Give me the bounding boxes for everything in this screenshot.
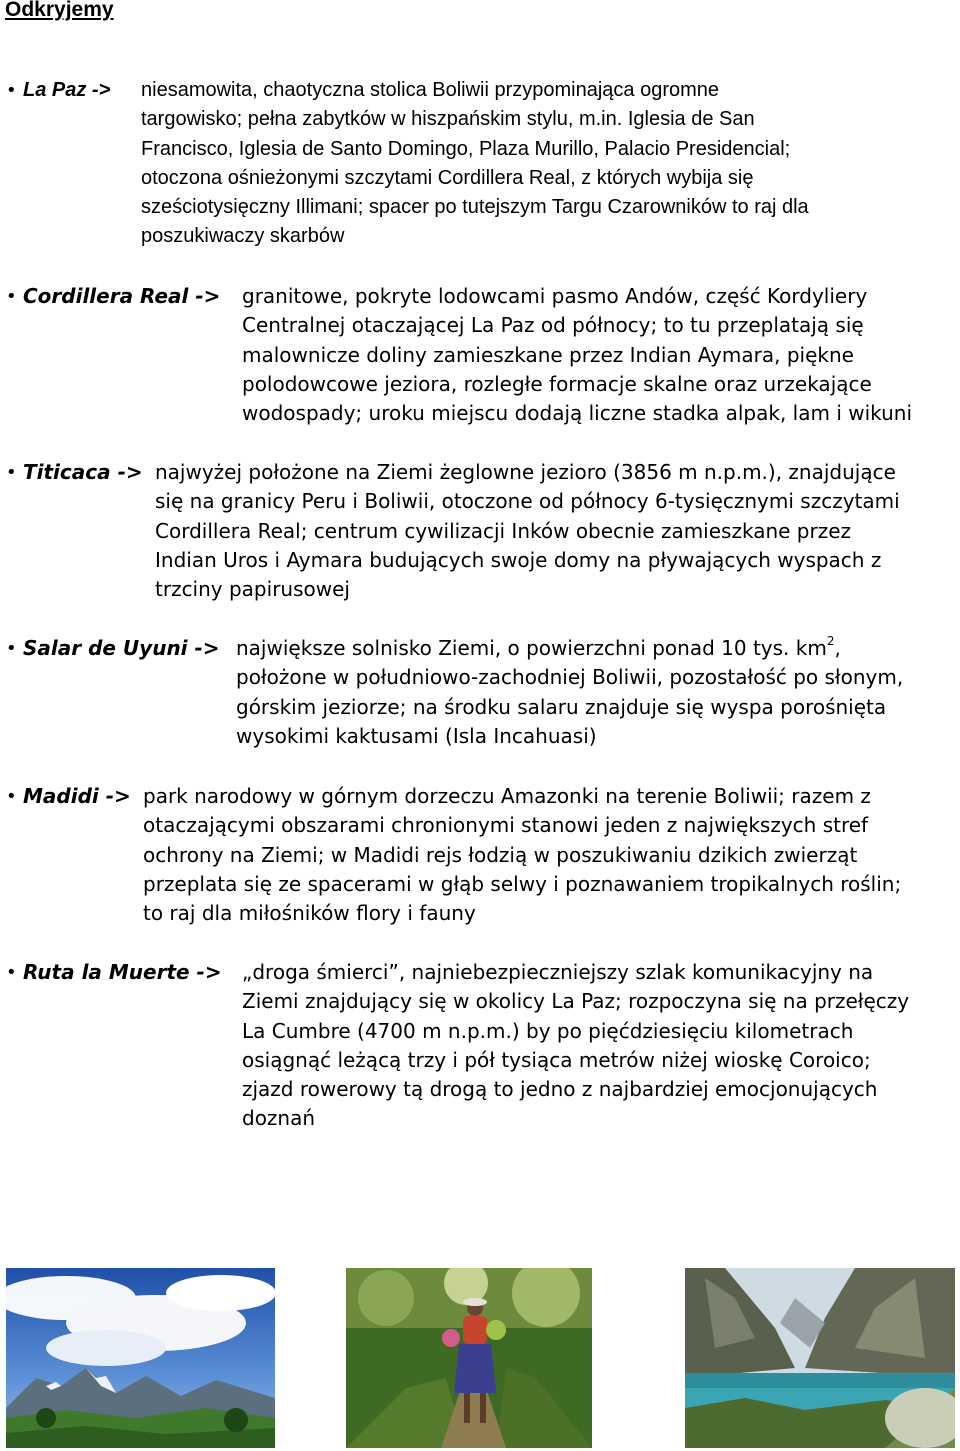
description-line: niesamowita, chaotyczna stolica Boliwii przypominająca ogromne (141, 79, 720, 101)
bullet: • (6, 638, 17, 659)
description-line: położone w południowo-zachodniej Boliwii, pozostałość po słonym, (236, 665, 904, 690)
description-line: Francisco, Iglesia de Santo Domingo, Plaza Murillo, Palacio Presidencial; (141, 137, 791, 160)
page-heading: Odkryjemy (5, 0, 114, 21)
description-line: malownicze doliny zamieszkane przez Indian Aymara, piękne (242, 342, 854, 367)
bullet: • (6, 962, 17, 983)
entry-term: Cordillera Real -> (23, 284, 221, 308)
entry-term: Ruta la Muerte -> (23, 960, 222, 984)
description-line: otaczającymi obszarami chronionymi stanowi jeden z największych stref (143, 813, 869, 838)
description-line: osiągnąć leżącą trzy i pół tysiąca metrów niżej wioskę Coroico; (242, 1047, 871, 1072)
superscript: 2 (826, 634, 835, 649)
description-line: sześciotysięczny Illimani; spacer po tutejszym Targu Czarowników to raj dla (141, 196, 809, 219)
photo-mountain-lake (685, 1268, 955, 1448)
entry-description (143, 782, 901, 928)
bullet: • (6, 286, 17, 307)
description-line: granitowe, pokryte lodowcami pasmo Andów, część Kordyliery (242, 284, 868, 308)
description-line: Ziemi znajdujący się w okolicy La Paz; rozpoczyna się na przełęczy (242, 989, 910, 1014)
description-text: , (834, 636, 841, 660)
entry-term: Titicaca -> (23, 460, 143, 484)
description-line: Cordillera Real; centrum cywilizacji Inków obecnie zamieszkane przez (155, 518, 852, 543)
description-line: Indian Uros i Aymara budujących swoje domy na pływających wyspach z (155, 547, 882, 572)
description-line: La Cumbre (4700 m n.p.m.) by po pięćdziesięciu kilometrach (242, 1018, 854, 1043)
entry-description (242, 282, 912, 428)
description-line: „droga śmierci”, najniebezpieczniejszy szlak komunikacyjny na (242, 960, 874, 984)
description-line: przeplata się ze spacerami w głąb selwy i poznawaniem tropikalnych roślin; (143, 871, 902, 896)
description-line: najwyżej położone na Ziemi żeglowne jezioro (3856 m n.p.m.), znajdujące (155, 460, 896, 484)
photo-mountain-landscape (6, 1268, 275, 1448)
description-line (236, 634, 903, 663)
bullet: • (6, 462, 17, 483)
description-line: to raj dla miłośników flory i fauny (143, 901, 476, 926)
entry-description (141, 76, 809, 252)
description-line: polodowcowe jeziora, rozległe formacje skalne oraz urzekające (242, 371, 872, 396)
entry-description (236, 634, 903, 751)
description-line: otoczona ośnieżonymi szczytami Cordillera Real, z których wybija się (141, 166, 754, 189)
description-text: największe solnisko Ziemi, o powierzchni ponad 10 tys. km (236, 636, 827, 660)
entry-term: Madidi -> (23, 784, 131, 808)
description-line: trzciny papirusowej (155, 577, 350, 602)
photo-woman-on-path (346, 1268, 592, 1448)
bullet: • (6, 80, 17, 101)
description-line: doznań (242, 1106, 316, 1131)
description-line: park narodowy w górnym dorzeczu Amazonki na terenie Boliwii; razem z (143, 784, 871, 808)
description-line: ochrony na Ziemi; w Madidi rejs łodzią w poszukiwaniu dzikich zwierząt (143, 842, 858, 867)
description-line: górskim jeziorze; na środku salaru znajduje się wyspa porośnięta (236, 694, 887, 719)
description-line: targowisko; pełna zabytków w hiszpańskim stylu, m.in. Iglesia de San (141, 108, 755, 131)
description-line: zjazd rowerowy tą drogą to jedno z najbardziej emocjonujących (242, 1077, 878, 1102)
bullet: • (6, 786, 17, 807)
entry-description (155, 458, 900, 604)
description-line: Centralnej otaczającej La Paz od północy; to tu przeplatają się (242, 313, 864, 338)
description-line: poszukiwaczy skarbów (141, 225, 345, 248)
entry-description (242, 958, 909, 1134)
description-line: się na granicy Peru i Boliwii, otoczone od północy 6-tysięcznymi szczytami (155, 489, 900, 514)
entry-term: La Paz -> (23, 79, 111, 101)
description-line: wodospady; uroku miejscu dodają liczne stadka alpak, lam i wikuni (242, 401, 913, 426)
entry-term: Salar de Uyuni -> (23, 636, 220, 660)
description-line: wysokimi kaktusami (Isla Incahuasi) (236, 723, 597, 748)
